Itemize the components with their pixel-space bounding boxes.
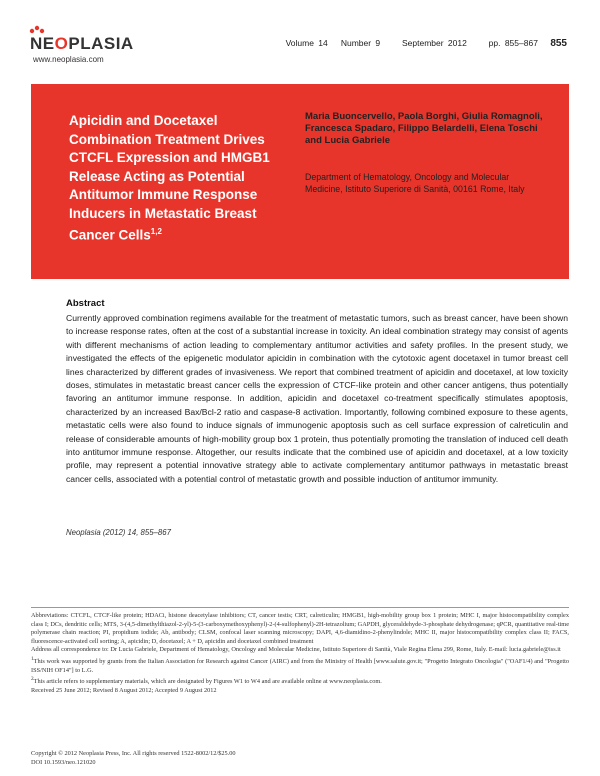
logo-dots-icon [29, 24, 47, 34]
title-banner [31, 84, 569, 279]
received-dates: Received 25 June 2012; Revised 8 August 2012; Accepted 9 August 2012 [31, 686, 217, 694]
copyright-block [31, 750, 569, 767]
abstract-heading: Abstract [66, 298, 105, 309]
affiliation: Department of Hematology, Oncology and Molecular Medicine, Istituto Superiore di Sanità, 00161 Rome, Italy [305, 172, 525, 194]
article-title: Apicidin and Docetaxel Combination Treatment Drives CTCFL Expression and HMGB1 Release Acting as Potential Antitumor Immune Response Inducers in Metastatic Breast Cancer Cells$^{1,2}$ [69, 113, 270, 243]
author-list: Maria Buoncervello, Paola Borghi, Giulia Romagnoli, Francesca Spadaro, Filippo Belardelli, Elena Toschi and Lucia Gabriele [305, 111, 543, 146]
abstract-section [66, 298, 568, 486]
citation-line: Neoplasia (2012) 14, 855–867 [66, 528, 171, 537]
issue-number: Number 9 [340, 38, 381, 48]
journal-logo: NEOPLASIA [30, 34, 134, 53]
abbreviations-note: Abbreviations: CTCFL, CTCF-like protein; HDACi, histone deacetylase inhibitors; CT, cancer testis; CRT, calreticulin; HMGB1, high-mobility group box 1 protein; MHC I, major histocompatibility complex class I; DCs, dendritic cells; MTS, 3-(4,5-dimethylthiazol-2-yl)-5-(3-carboxymethoxyphenyl)-2-(4-sulfophenyl)-2H-tetrazolium; GAPDH, glyceraldehyde-3-phosphate dehydrogenase; qPCR, quantitative real-time polymerase chain reaction; PI, propidium iodide; Ab, antibody; CLSM, confocal laser scanning microscopy; DAPI, 4,6-diamidino-2-phenylindole; MHC II, major histocompatibility complex class II; FACS, fluorescence-activated cell sorting; A, apicidin; D, docetaxel; A + D, apicidin and docetaxel combined treatment [31, 612, 569, 645]
supplementary-note: $^2$This article refers to supplementary materials, which are designated by Figures W1 to W4 and are available online at www.neoplasia.com. [31, 676, 382, 686]
issue-date: September 2012 [401, 38, 467, 48]
journal-url[interactable]: www.neoplasia.com [33, 55, 104, 64]
correspondence-note: Address all correspondence to: Dr Lucia Gabriele, Department of Hematology, Oncology and Molecular Medicine, Istituto Superiore di Sanità, Viale Regina Elena 299, Rome, Italy. E-mail: lucia.gabriele@iss.it [31, 646, 561, 654]
footnotes [31, 612, 569, 696]
funding-note: $^1$This work was supported by grants from the Italian Association for Research against Cancer (AIRC) and from the Ministry of Health [www.salute.gov.it; "Progetto Integrato Oncologia" ("OAF1/4) and "Progetto ISS/NIH OF14"] to L.G. [31, 655, 569, 674]
page-number: 855 [550, 38, 567, 49]
doi-line[interactable]: DOI 10.1593/neo.121020 [31, 758, 96, 766]
page-range: pp. 855–867 [488, 38, 538, 48]
volume: Volume 14 [285, 38, 328, 48]
title-footnote-marks: 1,2 [150, 227, 162, 236]
footnote-divider [31, 607, 569, 608]
abstract-text: Currently approved combination regimens available for the treatment of metastatic tumors, such as breast cancer, have been shown to increase response rates, often at the cost of a substantial increase in toxicity. An ideal combination strategy may consist of agents with different mechanisms of action leading to complementary antitumor activities and safety profiles. In the present study, we investigated the effects of the epigenetic modulator apicidin in combination with the cytotoxic agent docetaxel in tumor breast cell lines characterized by different grades of invasiveness. We report that combined treatment of apicidin and docetaxel, at low toxicity doses, stimulates in metastatic breast cancer cells the expression of CTCF-like protein and other cancer antigens, thus potentially favoring an antitumor immune response. In addition, apicidin and docetaxel co-treatment specifically stimulates apoptosis, characterized by an increased Bax/Bcl-2 ratio and caspase-8 activation. Importantly, following combined exposure to these agents, metastatic cells were also found to induce signals of immunogenic apoptosis such as cell surface expression of calreticulin and release of considerable amounts of high-mobility group box 1 protein, thus potentially promoting the translation of induced cell death into antitumor immune response. Altogether, our results indicate that the combined use of apicidin and docetaxel, at a low toxicity profile, may represent a potential innovative strategy able to activate complementary antitumor pathways in metastatic breast cancer cells, associated with a potential control of metastatic growth and possible induction of antitumor immunity. [66, 313, 568, 484]
issue-info [286, 38, 567, 49]
copyright-line: Copyright © 2012 Neoplasia Press, Inc. All rights reserved 1522-8002/12/$25.00 [31, 750, 236, 757]
